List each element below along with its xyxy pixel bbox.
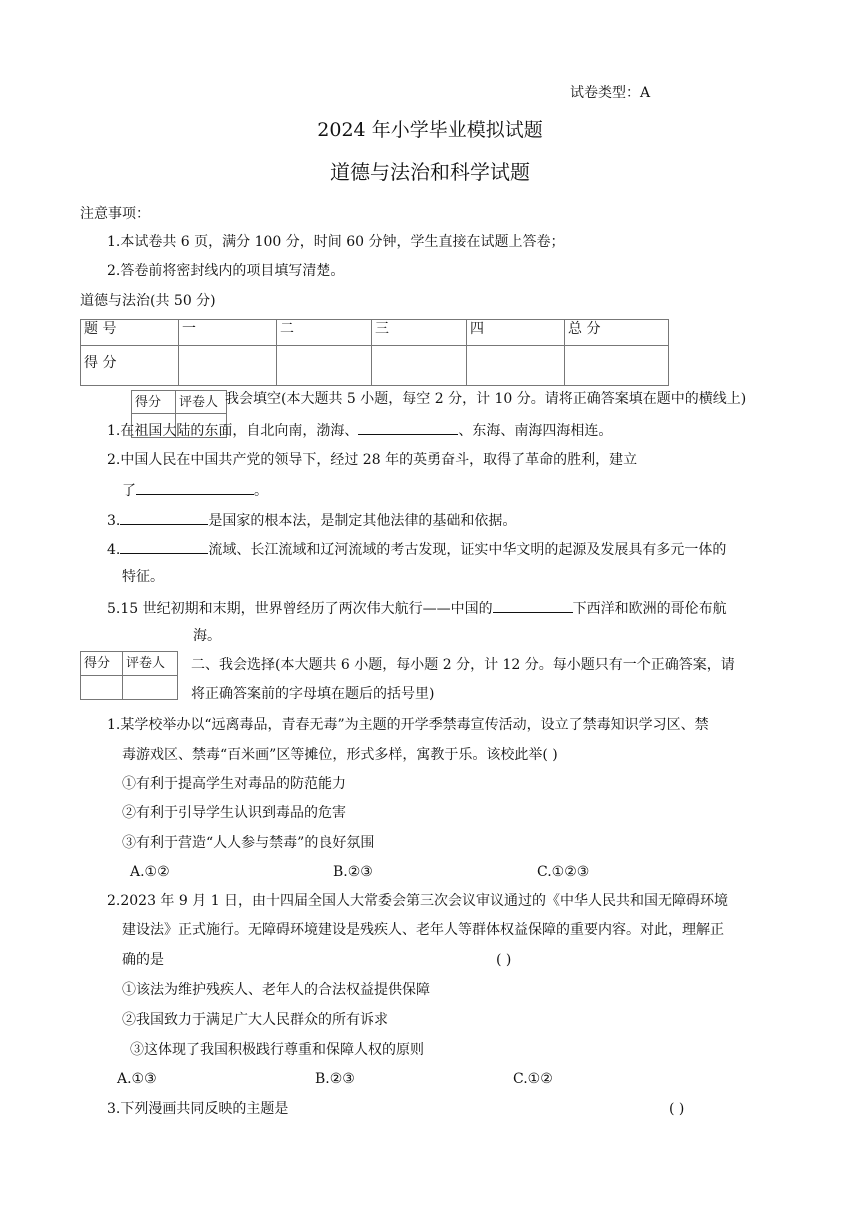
question-5-line2: 海。 <box>193 628 221 644</box>
statement: ①有利于提高学生对毒品的防范能力 <box>122 776 346 792</box>
mc-question-2-line3: 确的是 <box>122 952 164 968</box>
page-title: 2024 年小学毕业模拟试题 <box>317 119 543 141</box>
page-subtitle: 道德与法治和科学试题 <box>330 160 530 184</box>
statement: ③这体现了我国积极践行尊重和保障人权的原则 <box>130 1042 424 1058</box>
mc-question-2-line2: 建设法》正式施行。无障碍环境建设是残疾人、老年人等群体权益保障的重要内容。对此，理解正 <box>122 922 724 938</box>
mc-question-2: 2.2023 年 9 月 1 日，由十四届全国人大常委会第三次会议审议通过的《中华人民共和国无障碍环境 <box>107 893 729 909</box>
statement: ①该法为维护残疾人、老年人的合法权益提供保障 <box>122 982 430 998</box>
part2-heading-line2: 将正确答案前的字母填在题后的括号里) <box>191 686 435 702</box>
score-table <box>80 319 669 386</box>
mc-question-3: 3.下列漫画共同反映的主题是 <box>107 1101 289 1117</box>
answer-blank[interactable] <box>358 420 458 435</box>
answer-blank[interactable] <box>136 480 254 495</box>
question-2-line2: 了 。 <box>122 480 268 500</box>
score-cell[interactable] <box>179 346 277 386</box>
statement: ②有利于引导学生认识到毒品的危害 <box>122 805 346 821</box>
option-a: A.①② <box>130 864 170 880</box>
answer-blank[interactable] <box>493 598 573 613</box>
score-table-header: 四 <box>467 320 565 346</box>
score-table-header: 三 <box>372 320 467 346</box>
answer-paren[interactable]: ( ) <box>496 952 512 968</box>
score-table-header: 总 分 <box>565 320 669 346</box>
score-table-header: 一 <box>179 320 277 346</box>
notice-item: 2.答卷前将密封线内的项目填写清楚。 <box>107 263 345 279</box>
answer-blank[interactable] <box>120 539 208 554</box>
question-4: 4. 流域、长江流域和辽河流域的考古发现，证实中华文明的起源及发展具有多元一体的 <box>107 539 726 559</box>
score-cell[interactable] <box>277 346 372 386</box>
option-a: A.①③ <box>117 1071 157 1087</box>
part2-heading: 二、我会选择(本大题共 6 小题，每小题 2 分，计 12 分。每小题只有一个正确答案，请 <box>191 657 735 673</box>
score-table-row-label: 得 分 <box>81 346 179 386</box>
question-4-line2: 特征。 <box>122 569 164 585</box>
mc-question-1: 1.某学校举办以“远离毒品，青春无毒”为主题的开学季禁毒宣传活动，设立了禁毒知识学习区、禁 <box>107 717 709 733</box>
option-b: B.②③ <box>315 1071 355 1087</box>
part1-heading: 我会填空(本大题共 5 小题，每空 2 分，计 10 分。请将正确答案填在题中的横线上) <box>225 391 747 407</box>
question-5: 5.15 世纪初期和末期，世界曾经历了两次伟大航行——中国的 下西洋和欧洲的哥伦布航 <box>107 598 727 618</box>
score-table-header: 二 <box>277 320 372 346</box>
paper-type: 试卷类型：A <box>570 85 651 101</box>
notice-heading: 注意事项： <box>80 206 150 222</box>
statement: ③有利于营造“人人参与禁毒”的良好氛围 <box>122 835 375 851</box>
question-2: 2.中国人民在中国共产党的领导下，经过 28 年的英勇奋斗，取得了革命的胜利，建立 <box>107 452 638 468</box>
notice-item: 1.本试卷共 6 页，满分 100 分，时间 60 分钟，学生直接在试题上答卷； <box>107 234 565 250</box>
score-cell[interactable] <box>467 346 565 386</box>
option-b: B.②③ <box>333 864 373 880</box>
mc-question-1-line2: 毒游戏区、禁毒“百米画”区等摊位，形式多样，寓教于乐。该校此举( ) <box>122 747 558 763</box>
score-table-header: 题 号 <box>81 320 179 346</box>
statement: ②我国致力于满足广大人民群众的所有诉求 <box>122 1012 388 1028</box>
score-cell[interactable] <box>372 346 467 386</box>
answer-blank[interactable] <box>120 510 208 525</box>
score-cell[interactable] <box>565 346 669 386</box>
answer-paren[interactable]: ( ) <box>669 1101 685 1117</box>
grader-box-cell[interactable] <box>81 676 123 700</box>
grader-box-cell[interactable] <box>123 676 178 700</box>
grader-box <box>80 651 178 700</box>
question-3: 3. 是国家的根本法，是制定其他法律的基础和依据。 <box>107 510 516 530</box>
grader-box-grader-label: 评卷人 <box>176 391 227 414</box>
question-1: 1.在祖国大陆的东面，自北向南，渤海、 、东海、南海四海相连。 <box>107 420 612 440</box>
grader-box-grader-label: 评卷人 <box>123 652 178 676</box>
grader-box-score-label: 得分 <box>81 652 123 676</box>
option-c: C.①②③ <box>537 864 590 880</box>
grader-box-score-label: 得分 <box>132 391 176 414</box>
option-c: C.①② <box>513 1071 553 1087</box>
section-label: 道德与法治(共 50 分) <box>80 293 216 309</box>
